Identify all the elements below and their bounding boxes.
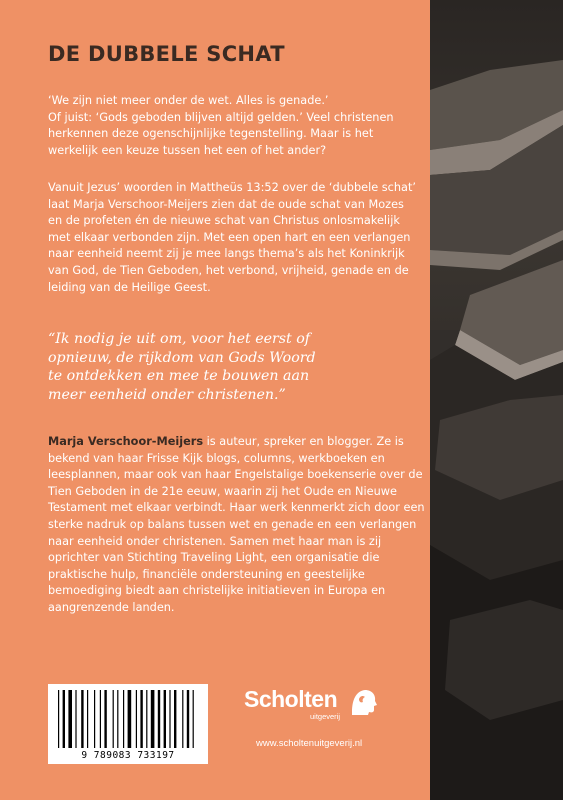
intro-line-2: Of juist: ‘Gods geboden blijven altijd gelden.’ Veel christenen herkennen deze ogenschijnlijke tegenstelling. Maar is het werkelijk een keuze tussen het een of het ander?	[48, 110, 394, 157]
barcode-bars	[54, 690, 202, 748]
publisher-name: Scholten	[244, 686, 338, 712]
publisher-logo	[244, 682, 384, 722]
summary-paragraph: Vanuit Jezus’ woorden in Mattheüs 13:52 over de ‘dubbele schat’ laat Marja Verschoor-Meijers zien dat de oude schat van Mozes en de profeten én de nieuwe schat van Christus onlosmakelijk met elkaar verbonden zijn. Met een open hart en een verlangen naar eenheid neemt zij je mee langs thema’s als het Koninkrijk van God, de Tien Geboden, het verbond, vrijheid, genade en de leiding van de Heilige Geest.	[48, 181, 416, 294]
head-profile-icon	[348, 686, 378, 716]
author-bio	[48, 434, 426, 617]
slate-rock-photo	[430, 0, 563, 800]
barcode-number: 9 789083 733197	[81, 750, 175, 761]
author-quote: “Ik nodig je uit om, voor het eerst of opnieuw, de rijkdom van Gods Woord te ontdekken en mee te bouwen aan meer eenheid onder christenen.”	[48, 331, 316, 403]
author-bio-text: is auteur, spreker en blogger. Ze is bekend van haar Frisse Kijk blogs, columns, werkboeken en leesplannen, maar ook van haar Engelstalige boekenserie over de Tien Geboden in de 21e eeuw, waarin zij het Oude en Nieuwe Testament met elkaar verbindt. Haar werk kenmerkt zich door een sterke nadruk op balans tussen wet en genade en een verlangen naar eenheid onder christenen. Samen met haar man is zij oprichter van Stichting Traveling Light, een organisatie die praktische hulp, financiële ondersteuning en geestelijke bemoediging biedt aan christelijke initiatieven in Europa en aangrenzende landen.	[48, 435, 425, 614]
intro-paragraph	[48, 93, 418, 159]
author-name: Marja Verschoor-Meijers	[48, 435, 204, 448]
isbn-barcode	[48, 684, 208, 764]
publisher-url: www.scholtenuitgeverij.nl	[256, 738, 363, 749]
publisher-sub: uitgeverij	[310, 712, 341, 721]
intro-line-1: ‘We zijn niet meer onder de wet. Alles is genade.’	[48, 94, 329, 107]
book-title: DE DUBBELE SCHAT	[48, 42, 285, 66]
